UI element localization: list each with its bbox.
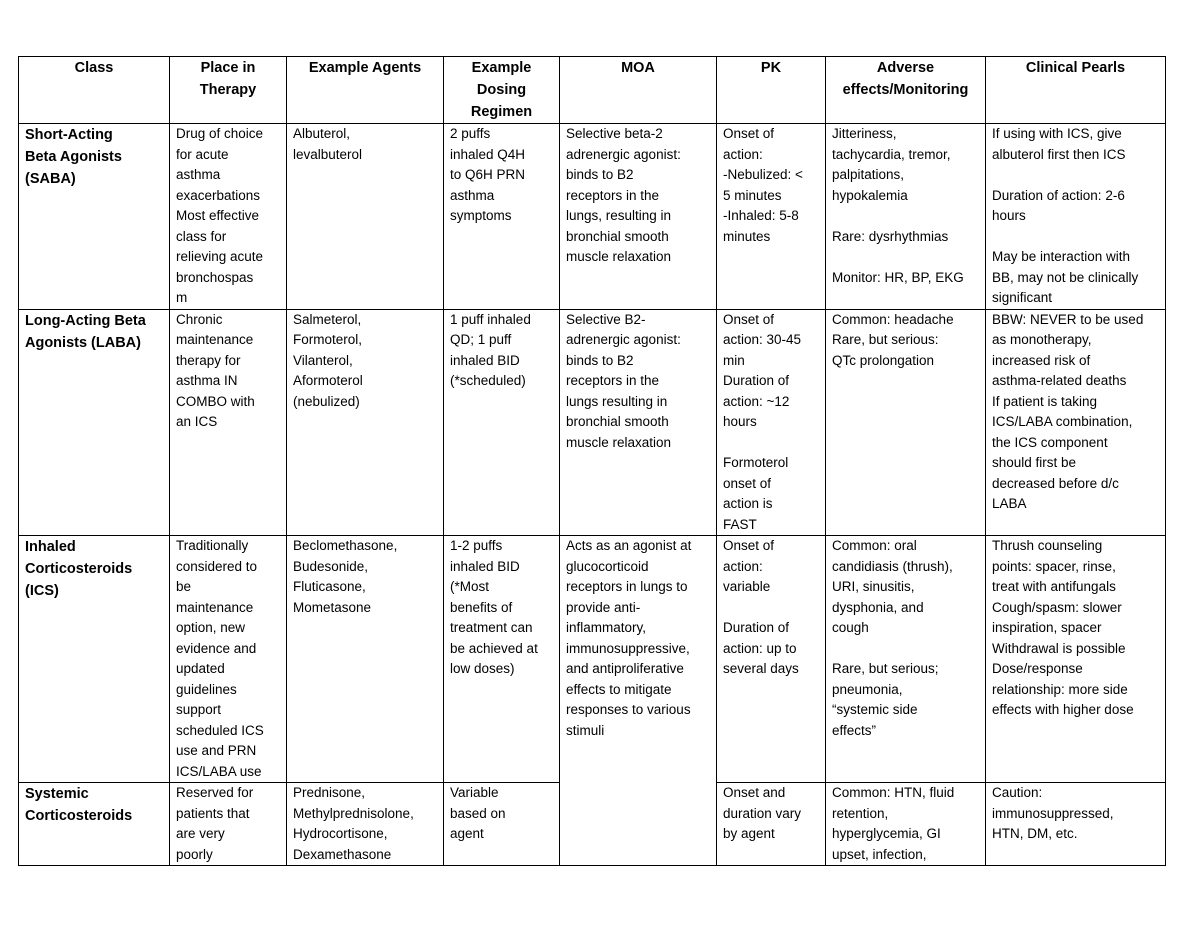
header-moa: MOA [560,57,717,124]
cell-agents: Albuterol, levalbuterol [287,124,444,310]
cell-place: Drug of choice for acute asthma exacerbations Most effective class for relieving acute bronchospas m [170,124,287,310]
cell-class: Inhaled Corticosteroids (ICS) [19,536,170,783]
cell-adverse: Common: oral candidiasis (thrush), URI, sinusitis, dysphonia, and cough Rare, but serious; pneumonia, “systemic side effects” [826,536,986,783]
cell-moa: Acts as an agonist at glucocorticoid receptors in lungs to provide anti- inflammatory, immunosuppressive, and antiproliferative effects to mitigate responses to various stimuli [560,536,717,866]
cell-class: Short-Acting Beta Agonists (SABA) [19,124,170,310]
header-row [19,57,1166,124]
cell-pk: Onset of action: -Nebulized: < 5 minutes -Inhaled: 5-8 minutes [717,124,826,310]
cell-agents: Salmeterol, Formoterol, Vilanterol, Aformoterol (nebulized) [287,309,444,536]
header-place-in-therapy: Place in Therapy [170,57,287,124]
cell-class: Systemic Corticosteroids [19,783,170,866]
cell-adverse: Jitteriness, tachycardia, tremor, palpitations, hypokalemia Rare: dysrhythmias Monitor: HR, BP, EKG [826,124,986,310]
header-example-agents: Example Agents [287,57,444,124]
cell-pearls: BBW: NEVER to be used as monotherapy, increased risk of asthma-related deaths If patient is taking ICS/LABA combination, the ICS component should first be decreased before d/c LABA [986,309,1166,536]
header-adverse-effects: Adverse effects/Monitoring [826,57,986,124]
cell-dosing: 1 puff inhaled QD; 1 puff inhaled BID (*scheduled) [444,309,560,536]
cell-pk: Onset and duration vary by agent [717,783,826,866]
cell-pearls: Caution: immunosuppressed, HTN, DM, etc. [986,783,1166,866]
cell-agents: Beclomethasone, Budesonide, Fluticasone, Mometasone [287,536,444,783]
cell-place: Chronic maintenance therapy for asthma IN COMBO with an ICS [170,309,287,536]
table-row-saba [19,124,1166,310]
cell-agents: Prednisone, Methylprednisolone, Hydrocortisone, Dexamethasone [287,783,444,866]
cell-dosing: 2 puffs inhaled Q4H to Q6H PRN asthma symptoms [444,124,560,310]
cell-moa: Selective B2- adrenergic agonist: binds to B2 receptors in the lungs resulting in bronchial smooth muscle relaxation [560,309,717,536]
header-pk: PK [717,57,826,124]
table-row-ics [19,536,1166,783]
table-row-laba [19,309,1166,536]
cell-pk: Onset of action: 30-45 min Duration of action: ~12 hours Formoterol onset of action is FAST [717,309,826,536]
cell-place: Reserved for patients that are very poorly [170,783,287,866]
header-dosing-regimen: Example Dosing Regimen [444,57,560,124]
cell-dosing: 1-2 puffs inhaled BID (*Most benefits of treatment can be achieved at low doses) [444,536,560,783]
header-class: Class [19,57,170,124]
drug-class-table [18,56,1166,866]
cell-adverse: Common: HTN, fluid retention, hyperglycemia, GI upset, infection, [826,783,986,866]
cell-pk: Onset of action: variable Duration of action: up to several days [717,536,826,783]
cell-moa: Selective beta-2 adrenergic agonist: binds to B2 receptors in the lungs, resulting in bronchial smooth muscle relaxation [560,124,717,310]
cell-pearls: If using with ICS, give albuterol first then ICS Duration of action: 2-6 hours May be interaction with BB, may not be clinically significant [986,124,1166,310]
cell-adverse: Common: headache Rare, but serious: QTc prolongation [826,309,986,536]
cell-place: Traditionally considered to be maintenance option, new evidence and updated guidelines support scheduled ICS use and PRN ICS/LABA use [170,536,287,783]
cell-dosing: Variable based on agent [444,783,560,866]
header-clinical-pearls: Clinical Pearls [986,57,1166,124]
cell-class: Long-Acting Beta Agonists (LABA) [19,309,170,536]
cell-pearls: Thrush counseling points: spacer, rinse, treat with antifungals Cough/spasm: slower inspiration, spacer Withdrawal is possible Dose/response relationship: more side effects with higher dose [986,536,1166,783]
